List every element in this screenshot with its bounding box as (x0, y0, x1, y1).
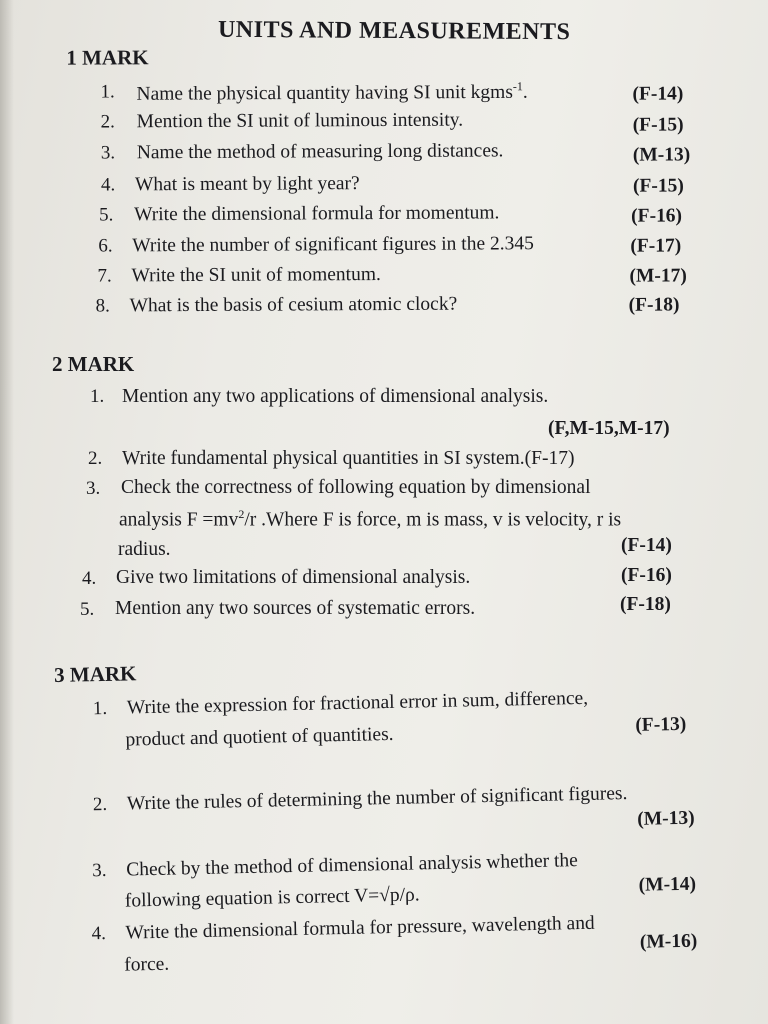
question-text: Write the SI unit of momentum. (131, 264, 381, 287)
question-text: What is the basis of cesium atomic clock? (129, 293, 458, 317)
question-text-part: /r .Where F is force, m is mass, v is velocity, r is (244, 509, 622, 531)
question-text: Name the method of measuring long distances. (136, 140, 504, 164)
question-text: Give two limitations of dimensional analysis. (116, 567, 471, 588)
question-text: Write the dimensional formula for pressure, wavelength and (125, 912, 595, 944)
question-code: (M-13) (637, 807, 695, 830)
question-code: (F-18) (620, 594, 671, 615)
question-number: 8. (95, 295, 110, 317)
question-code: (M-17) (629, 265, 687, 287)
question-text-line: force. (124, 953, 170, 976)
section-heading: 3 MARK (53, 661, 137, 688)
question-code: (F-18) (628, 294, 680, 316)
question-number: 4. (82, 568, 97, 589)
question-number: 1. (90, 386, 105, 407)
question-number: 6. (98, 235, 113, 257)
question-text-main: Name the physical quantity having SI unit kgms (136, 81, 513, 105)
question-number: 2. (88, 448, 103, 469)
question-code: (F-16) (621, 565, 672, 586)
question-superscript: -1 (512, 79, 523, 94)
question-text: Write the dimensional formula for momentum. (134, 202, 500, 226)
question-number: 3. (100, 142, 116, 164)
question-text: Check by the method of dimensional analysis whether the (126, 850, 579, 881)
question-number: 4. (91, 922, 107, 945)
question-number: 7. (97, 265, 112, 287)
question-code: (F-13) (635, 713, 687, 736)
question-number: 3. (86, 478, 101, 499)
question-text: Mention the SI unit of luminous intensity. (136, 109, 464, 133)
question-text-line: radius. (118, 539, 171, 560)
question-text-line (119, 507, 621, 532)
question-code: (F-14) (632, 83, 684, 105)
section-heading: 1 MARK (66, 45, 149, 70)
question-text: Write the number of significant figures in the 2.345 (132, 233, 534, 257)
question-text: Mention any two applications of dimensional analysis. (122, 386, 549, 407)
question-text: Write the rules of determining the number of significant figures. (126, 783, 628, 815)
page-edge-shadow (0, 0, 14, 1024)
question-text: Check the correctness of following equation by dimensional (121, 477, 591, 498)
question-code: (M-13) (632, 144, 691, 166)
question-number: 3. (92, 859, 107, 882)
question-text: Write the expression for fractional error in sum, difference, (126, 687, 589, 719)
question-text: Mention any two sources of systematic errors. (115, 598, 476, 619)
question-code: (M-14) (638, 873, 697, 896)
question-code: (F-17) (630, 235, 682, 257)
question-text (136, 79, 527, 106)
question-number: 2. (92, 793, 108, 816)
question-text-part: analysis F =mv (119, 509, 239, 531)
question-text-end: . (522, 81, 528, 103)
question-text: Write fundamental physical quantities in SI system.(F-17) (122, 448, 575, 469)
question-number: 2. (100, 111, 115, 133)
question-code: (F,M-15,M-17) (548, 418, 670, 439)
page-title: UNITS AND MEASUREMENTS (217, 16, 571, 46)
question-code: (M-16) (639, 930, 698, 953)
question-text-line: product and quotient of quantities. (125, 723, 394, 751)
question-number: 5. (80, 599, 95, 620)
question-text: What is meant by light year? (134, 173, 360, 196)
question-superscript: 2 (238, 507, 245, 521)
question-code: (F-16) (631, 205, 683, 227)
question-number: 1. (100, 81, 115, 103)
question-number: 5. (99, 204, 114, 226)
question-number: 1. (92, 697, 108, 720)
section-heading: 2 MARK (52, 352, 135, 376)
question-text-line: following equation is correct V=√p/ρ. (124, 884, 420, 912)
question-code: (F-15) (632, 114, 684, 136)
question-code: (F-14) (621, 535, 672, 556)
question-number: 4. (100, 174, 116, 196)
question-code: (F-15) (632, 175, 684, 197)
